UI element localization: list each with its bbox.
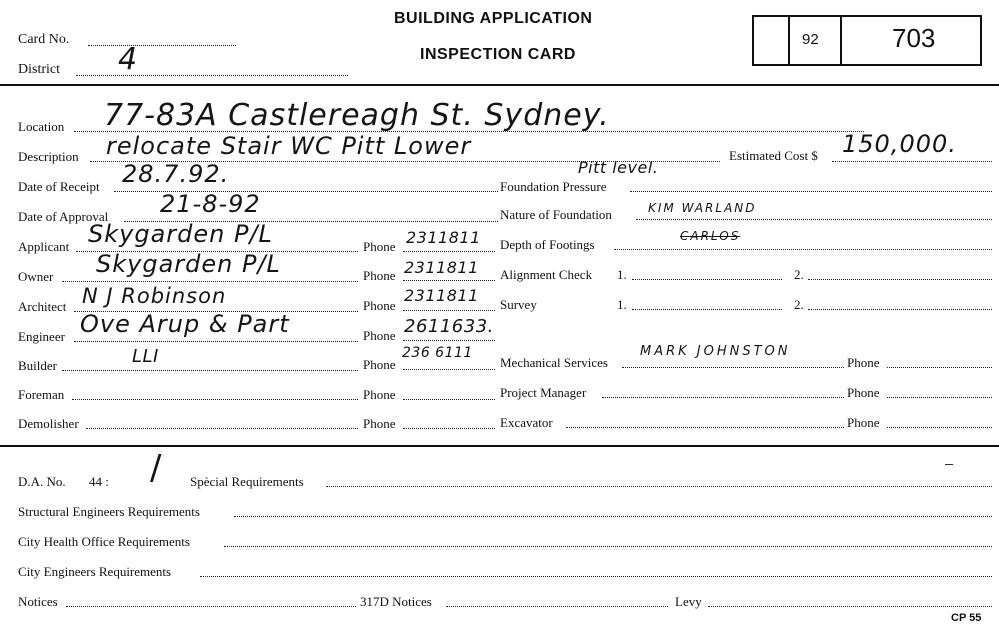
description-value: relocate Stair WC Pitt Lower <box>106 132 472 160</box>
district-value: 4 <box>118 42 139 77</box>
form-title-line1: BUILDING APPLICATION <box>394 10 593 27</box>
owner-phone: 2311811 <box>404 258 479 277</box>
district-line <box>76 75 348 76</box>
estimated-cost-line <box>832 161 992 162</box>
location-label: Location <box>18 119 65 134</box>
applicant-value: Skygarden P/L <box>88 220 273 248</box>
notices-317d-label: 317D Notices <box>360 594 432 609</box>
foreman-phone-line <box>403 399 495 400</box>
foreman-phone-label: Phone <box>363 387 396 402</box>
structural-requirements-label: Structural Engineers Requirements <box>18 504 200 519</box>
notices-line <box>66 606 356 607</box>
project-manager-phone-label: Phone <box>847 385 880 400</box>
survey-1: 1. <box>617 297 627 312</box>
engineer-value: Ove Arup & Part <box>80 310 290 338</box>
notices-317d-line <box>446 606 668 607</box>
alignment-check-2: 2. <box>794 267 804 282</box>
demolisher-label: Demolisher <box>18 416 79 431</box>
owner-phone-line <box>403 280 495 281</box>
owner-value: Skygarden P/L <box>96 250 281 278</box>
owner-label: Owner <box>18 269 54 284</box>
special-requirements-label: Spècial Requirements <box>190 474 304 489</box>
alignment-check-2-line <box>808 279 992 280</box>
card-no-line <box>88 45 236 46</box>
card-no-label: Card No. <box>18 32 70 47</box>
excavator-label: Excavator <box>500 415 553 430</box>
box-divider-2 <box>840 17 842 64</box>
estimated-cost-label: Estimated Cost $ <box>729 148 818 163</box>
applicant-label: Applicant <box>18 239 70 254</box>
engineer-line <box>74 341 358 342</box>
health-requirements-line <box>224 546 992 547</box>
applicant-phone-line <box>403 251 495 252</box>
location-value: 77-83A Castlereagh St. Sydney. <box>104 98 610 133</box>
foundation-pressure-line <box>630 191 992 192</box>
applicant-phone: 2311811 <box>406 228 481 247</box>
nature-of-foundation-label: Nature of Foundation <box>500 207 612 222</box>
nature-of-foundation-line <box>636 219 992 220</box>
levy-line <box>708 606 992 607</box>
survey-2: 2. <box>794 297 804 312</box>
form-title-line2: INSPECTION CARD <box>420 46 576 63</box>
applicant-phone-label: Phone <box>363 239 396 254</box>
engineer-phone: 2611633. <box>404 316 494 337</box>
survey-1-line <box>632 309 782 310</box>
alignment-check-1-line <box>632 279 782 280</box>
city-engineers-requirements-label: City Engineers Requirements <box>18 564 172 579</box>
alignment-check-label: Alignment Check <box>500 267 593 282</box>
box-divider-1 <box>788 17 790 64</box>
architect-label: Architect <box>18 299 67 314</box>
foreman-line <box>72 399 358 400</box>
mechanical-services-value: MARK JOHNSTON <box>640 344 791 359</box>
small-tick-mark <box>945 464 953 465</box>
architect-phone-label: Phone <box>363 298 396 313</box>
section-divider <box>0 445 999 447</box>
engineer-phone-label: Phone <box>363 328 396 343</box>
alignment-check-1: 1. <box>617 267 627 282</box>
special-requirements-line <box>326 486 992 487</box>
depth-of-footings-label: Depth of Footings <box>500 237 595 252</box>
city-engineers-requirements-line <box>200 576 992 577</box>
date-of-approval-label: Date of Approval <box>18 209 109 224</box>
excavator-phone-line <box>887 427 992 428</box>
structural-requirements-line <box>234 516 992 517</box>
architect-phone: 2311811 <box>404 286 479 305</box>
health-requirements-label: City Health Office Requirements <box>18 534 190 549</box>
mechanical-services-line <box>622 367 844 368</box>
excavator-phone-label: Phone <box>847 415 880 430</box>
description-value-2: Pitt level. <box>578 158 659 177</box>
depth-of-footings-value: CARLOS <box>680 229 741 243</box>
demolisher-phone-label: Phone <box>363 416 396 431</box>
date-of-receipt-label: Date of Receipt <box>18 179 100 194</box>
builder-phone: 236 6111 <box>402 345 473 361</box>
district-label: District <box>18 62 60 77</box>
engineer-label: Engineer <box>18 329 65 344</box>
project-manager-phone-line <box>887 397 992 398</box>
header-divider <box>0 84 999 86</box>
description-label: Description <box>18 149 79 164</box>
excavator-line <box>566 427 844 428</box>
builder-phone-line <box>403 369 495 370</box>
card-number-box <box>752 15 982 66</box>
form-code: CP 55 <box>951 612 982 624</box>
mechanical-phone-label: Phone <box>847 355 880 370</box>
demolisher-line <box>86 428 358 429</box>
notices-label: Notices <box>18 594 58 609</box>
da-no-label: D.A. No. <box>18 474 66 489</box>
owner-phone-label: Phone <box>363 268 396 283</box>
estimated-cost-value: 150,000. <box>842 130 957 158</box>
demolisher-phone-line <box>403 428 495 429</box>
builder-line <box>62 370 358 371</box>
architect-phone-line <box>403 310 495 311</box>
project-manager-line <box>602 397 844 398</box>
box-year: 92 <box>802 31 819 48</box>
architect-value: N J Robinson <box>82 284 227 308</box>
date-of-approval-value: 21-8-92 <box>160 190 261 218</box>
box-number: 703 <box>892 23 936 53</box>
mechanical-phone-line <box>887 367 992 368</box>
engineer-phone-line <box>403 340 495 341</box>
da-no-value: 44 : <box>89 474 109 489</box>
date-of-receipt-value: 28.7.92. <box>122 160 230 188</box>
project-manager-label: Project Manager <box>500 385 587 400</box>
builder-phone-label: Phone <box>363 357 396 372</box>
survey-2-line <box>808 309 992 310</box>
owner-line <box>62 281 358 282</box>
builder-value: LLI <box>132 346 159 367</box>
depth-of-footings-line <box>614 249 992 250</box>
levy-label: Levy <box>675 594 702 609</box>
survey-label: Survey <box>500 297 537 312</box>
builder-label: Builder <box>18 358 57 373</box>
mechanical-services-label: Mechanical Services <box>500 355 608 370</box>
foreman-label: Foreman <box>18 387 65 402</box>
nature-of-foundation-value: KIM WARLAND <box>648 201 757 215</box>
foundation-pressure-label: Foundation Pressure <box>500 179 607 194</box>
da-mark: / <box>150 448 163 488</box>
